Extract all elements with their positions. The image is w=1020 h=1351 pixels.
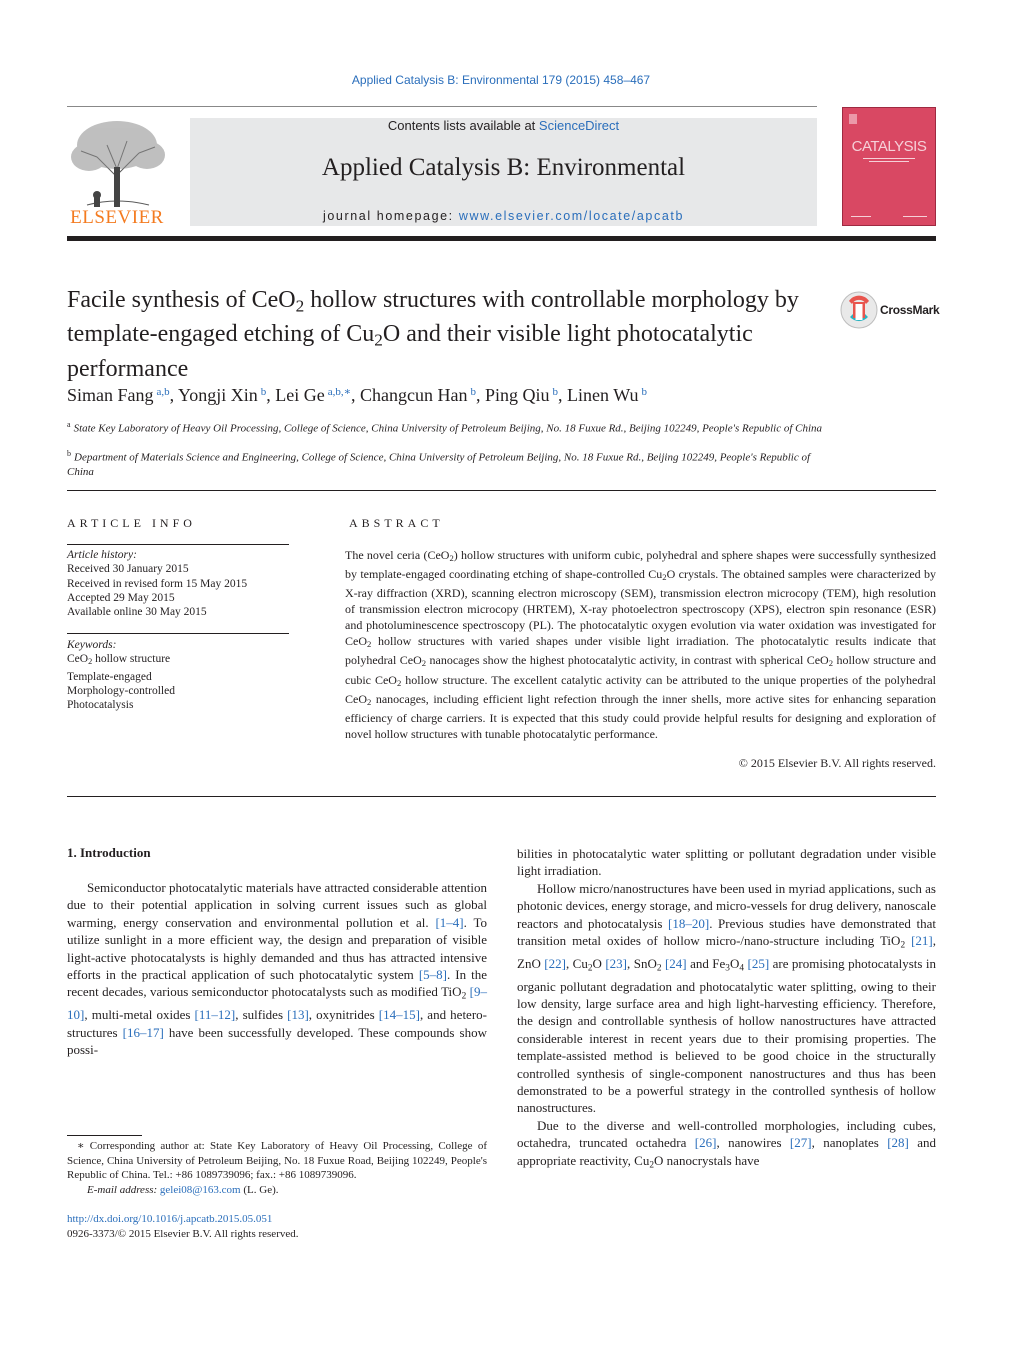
- ref-link[interactable]: [14–15]: [378, 1007, 420, 1023]
- author-list: [67, 385, 937, 406]
- author-separator: ,: [351, 385, 361, 405]
- author-name[interactable]: Siman Fang: [67, 385, 154, 405]
- ref-link[interactable]: [24]: [664, 955, 687, 971]
- footnote-email: E-mail address: gelei08@163.com (L. Ge).: [87, 1183, 279, 1196]
- divider-rule-2: [67, 796, 936, 797]
- author-name[interactable]: Lei Ge: [275, 385, 325, 405]
- cover-subtitle-lines: [843, 156, 935, 164]
- intro-column-right: [517, 845, 936, 1174]
- section-heading-introduction: 1. Introduction: [67, 845, 151, 860]
- footnote-text: ∗ Corresponding author at: State Key Laboratory of Heavy Oil Processing, College of Science, China University of Petroleum Beijing, No. 18 Fuxue Road, Beijing 102249, People's Republic of China. Tel.: +86 1089739096; fax.: +86 1089739096.: [67, 1140, 487, 1181]
- history-online: Available online 30 May 2015: [67, 606, 207, 619]
- ref-link[interactable]: [21]: [911, 933, 933, 949]
- footnote-rule: [67, 1135, 142, 1136]
- ref-link[interactable]: [18–20]: [668, 915, 710, 931]
- intro-paragraph-1: Semiconductor photocatalytic materials have attracted considerable attention due to their potential application in solving current issues such as global warming, energy conservation and environmental pollution et al. [1–4]. To utilize sunlight in a more efficient way, the design and preparation of visible light-active photocatalysts is highly demanded and thus has attracted intensive efforts in the practical application of such photocatalytic system [5–8]. In the recent decades, various semiconductor photocatalysts such as modified TiO$_2$ [9–10], multi-metal oxides [11–12], sulfides [13], oxynitrides [14–15], and hetero-structures [16–17] have been successfully developed. These compounds show possi-: [67, 880, 488, 1057]
- author-separator: ,: [169, 385, 178, 405]
- journal-citation[interactable]: Applied Catalysis B: Environmental 179 (2015) 458–467: [351, 73, 651, 87]
- author-name[interactable]: Changcun Han: [360, 385, 468, 405]
- ref-link[interactable]: [23]: [605, 955, 628, 971]
- author-affiliation-mark[interactable]: b: [470, 386, 477, 398]
- elsevier-wordmark: ELSEVIER: [70, 207, 164, 228]
- ref-link[interactable]: [11–12]: [194, 1007, 236, 1023]
- author-affiliation-mark[interactable]: a,b: [156, 386, 170, 398]
- ref-link[interactable]: [25]: [747, 955, 770, 971]
- history-received: Received 30 January 2015: [67, 563, 189, 576]
- homepage-line: [190, 209, 817, 223]
- email-link[interactable]: gelei08@163.com: [159, 1183, 241, 1196]
- affiliation-a: $^a$ State Key Laboratory of Heavy Oil Processing, College of Science, China University of Petroleum Beijing, No. 18 Fuxue Rd., Beijing 102249, People's Republic of China: [67, 420, 823, 435]
- doi-block: [67, 1212, 487, 1241]
- contents-prefix: Contents lists available at: [387, 118, 536, 133]
- article-history: [67, 548, 297, 619]
- contents-line: [190, 118, 817, 133]
- author-separator: ,: [266, 385, 276, 405]
- intro-paragraph-3: Due to the diverse and well-controlled morphologies, including cubes, octahedra, truncated octahedra [26], nanowires [27], nanoplates [28] and appropriate reactivity, $Cu_2O$ nanocrystals have: [517, 1117, 937, 1170]
- ref-link[interactable]: [28]: [887, 1135, 909, 1151]
- intro-paragraph-1-cont: bilities in photocatalytic water splitting or pollutant degradation under visible light irradiation.: [517, 846, 936, 879]
- ref-link[interactable]: [5–8]: [418, 967, 447, 983]
- author-affiliation-mark[interactable]: a,b,∗: [327, 386, 352, 398]
- crossmark-label: CrossMark: [880, 303, 940, 317]
- cover-emblem-icon: [849, 114, 857, 124]
- cover-title: CATALYSIS: [851, 138, 927, 155]
- crossmark-icon: [840, 291, 878, 329]
- ref-link[interactable]: [16–17]: [122, 1024, 164, 1040]
- doi-link[interactable]: http://dx.doi.org/10.1016/j.apcatb.2015.05.051: [67, 1213, 273, 1225]
- keyword-item: CeO$_2$ hollow structure: [67, 653, 171, 667]
- divider-rule: [67, 490, 936, 491]
- abstract-text: The novel ceria (CeO$_2$) hollow structures with uniform cubic, polyhedral and sphere shapes were successfully synthesized by template-engaged coordinating etching of shape-controlled $Cu_2O$ crystals. The obtained samples were characterized by X-ray diffraction (XRD), scanning electron microscopy (SEM), transmission electron microcopy (TEM), high resolution of transmission electron microcopy (HRTEM), X-ray photoelectron spectroscopy (XPS), electron spin resonance (ESR) and photoluminescence spectroscopy (PL). The photocatalytic oxygen evolution via water oxidation was investigated for CeO$_2$ hollow structures with varied shapes under visible light irradiation. The photocatalytic results indicate that polyhedral CeO$_2$ nanocages show the highest photocatalytic activity, in contrast with spherical CeO$_2$ hollow structure and cubic CeO$_2$ hollow structure. The excellent catalytic activity can be attributed to the unique properties of the polyhedral CeO$_2$ nanocages, including efficient light refection through the inner shells, more active sites for enhancing separation efficiency of charge carriers. It is expected that this study could provide helpful results for designing and exploration of novel hollow structures with tunable photocatalytic performance.: [345, 548, 937, 741]
- author-affiliation-mark[interactable]: b: [552, 386, 559, 398]
- sciencedirect-link[interactable]: ScienceDirect: [538, 118, 620, 133]
- author-affiliation-mark[interactable]: b: [641, 386, 647, 398]
- elsevier-logo[interactable]: [67, 117, 167, 229]
- abstract-copyright: © 2015 Elsevier B.V. All rights reserved.: [738, 756, 936, 770]
- affiliation-b: $^b$ Department of Materials Science and Engineering, College of Science, China University of Petroleum Beijing, No. 18 Fuxue Rd., Beijing 102249, People's Republic of China: [67, 449, 811, 478]
- keyword-item: Photocatalysis: [67, 699, 134, 712]
- journal-cover-thumbnail[interactable]: [842, 107, 936, 226]
- history-accepted: Accepted 29 May 2015: [67, 591, 175, 604]
- ref-link[interactable]: [22]: [544, 955, 566, 971]
- homepage-prefix: journal homepage:: [323, 209, 454, 223]
- corresponding-author-footnote: [67, 1139, 487, 1197]
- article-info-rule: [67, 544, 289, 545]
- journal-banner: [190, 118, 817, 226]
- author-name[interactable]: Ping Qiu: [485, 385, 550, 405]
- ref-link[interactable]: [9–10]: [67, 984, 488, 1023]
- crossmark-badge[interactable]: [840, 291, 940, 329]
- abstract-heading: ABSTRACT: [349, 516, 444, 530]
- ref-link[interactable]: [26]: [694, 1135, 717, 1151]
- author-separator: ,: [476, 385, 486, 405]
- homepage-link[interactable]: www.elsevier.com/locate/apcatb: [458, 209, 684, 223]
- history-label: Article history:: [67, 549, 137, 561]
- article-info-heading: ARTICLE INFO: [67, 516, 196, 530]
- author-name[interactable]: Yongji Xin: [178, 385, 258, 405]
- journal-title: Applied Catalysis B: Environmental: [321, 154, 686, 181]
- header-divider: [67, 106, 817, 107]
- author-affiliation-mark[interactable]: b: [260, 386, 267, 398]
- history-revised: Received in revised form 15 May 2015: [67, 577, 248, 590]
- article-title: Facile synthesis of CeO$_2$ hollow structures with controllable morphology by template-engaged etching of $Cu_2O$ and their visible light photocatalytic performance: [67, 287, 799, 382]
- ref-link[interactable]: [13]: [287, 1007, 309, 1023]
- ref-link[interactable]: [1–4]: [435, 914, 464, 930]
- elsevier-tree-icon: [67, 117, 167, 209]
- cover-footer-line-2: [903, 216, 927, 217]
- keywords-block: [67, 638, 297, 713]
- cover-footer-line: [851, 216, 871, 217]
- ref-link[interactable]: [27]: [789, 1135, 812, 1151]
- keywords-rule: [67, 633, 289, 634]
- keyword-item: Morphology-controlled: [67, 684, 175, 697]
- intro-paragraph-2: Hollow micro/nanostructures have been used in myriad applications, such as photonic devices, energy storage, and micro-vessels for drug delivery, nanoscale reactors and photocatalysis [18–20]. Previous studies have demonstrated that transition metal oxides of hollow micro-/nano-structure including TiO$_2$ [21], ZnO [22], $Cu_2O$ [23], SnO$_2$ [24] and $Fe_3O_4$ [25] are promising photocatalysts in organic pollutant degradation and photocatalytic water splitting, owing to their low density, large surface area and high light-harvesting efficiency. Therefore, the design and controllable synthesis of hollow nanostructures have attracted considerable interest in recent years due to their promising properties. The template-assisted method is believed to be good choice in the structurally controlled synthesis of single-component nanostructures and thus has been demonstrated to be a powerful strategy in the controlled synthesis of hollow nanostructures.: [517, 880, 937, 1116]
- keywords-label: Keywords:: [67, 639, 117, 651]
- author-separator: ,: [558, 385, 568, 405]
- intro-column-left: [67, 879, 487, 1058]
- issn-line: 0926-3373/© 2015 Elsevier B.V. All rights reserved.: [67, 1227, 299, 1240]
- keyword-item: Template-engaged: [67, 670, 152, 683]
- header-thick-rule: [67, 236, 936, 241]
- author-name[interactable]: Linen Wu: [567, 385, 639, 405]
